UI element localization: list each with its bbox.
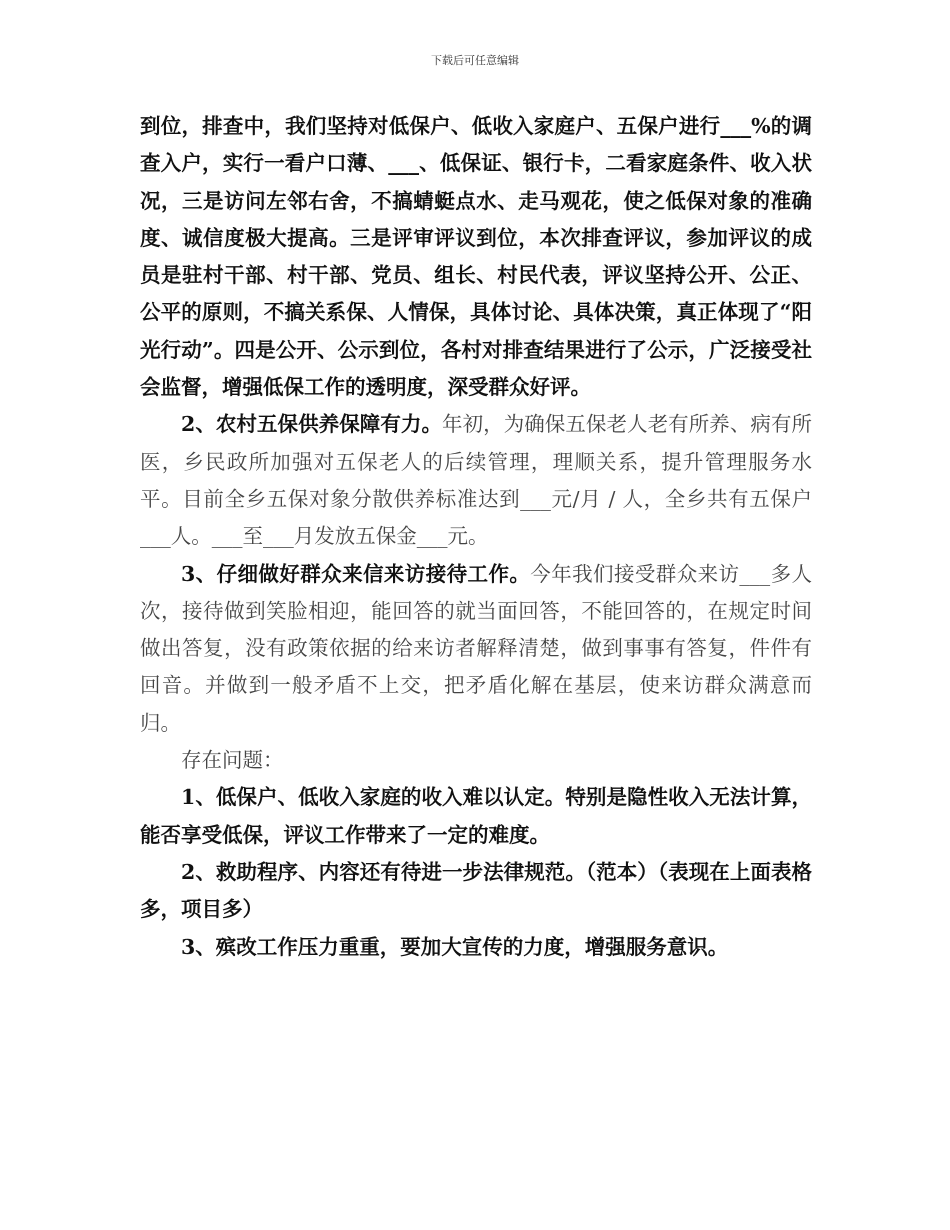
paragraph-heading: 2、农村五保供养保障有力。 — [181, 412, 443, 437]
paragraph-continuation: 到位，排查中，我们坚持对低保户、低收入家庭户、五保户进行___%的调查入户，实行一看户口薄、___、低保证、银行卡，二看家庭条件、收入状况，三是访问左邻右舍，不搞蜻蜓点水、走马观花，使之低保对象的准确度、诚信度极大提高。三是评审评议到位，本次排查评议，参加评议的成员是驻村干部、村干部、党员、组长、村民代表，评议坚持公开、公正、公平的原则，不搞关系保、人情保，具体讨论、具体决策，真正体现了“阳光行动”。四是公开、公示到位，各村对排查结果进行了公示，广泛接受社会监督，增强低保工作的透明度，深受群众好评。 — [140, 114, 812, 400]
paragraph-wubao-support — [140, 406, 812, 555]
problem-item-3: 3、殡改工作压力重重，要加大宣传的力度，增强服务意识。 — [181, 934, 729, 959]
page-header: 下载后可任意编辑 — [431, 54, 519, 67]
paragraph-heading: 3、仔细做好群众来信来访接待工作。 — [181, 561, 531, 586]
paragraph-text: 今年我们接受群众来访___多人次，接待做到笑脸相迎，能回答的就当面回答，不能回答的，在规定时间做出答复，没有政策依据的给来访者解释清楚，做到事事有答复，件件有回音。并做到一般矛盾不上交，把矛盾化解在基层，使来访群众满意而归。 — [140, 561, 813, 735]
paragraph-text: 年初，为确保五保老人老有所养、病有所医，乡民政所加强对五保老人的后续管理，理顺关系，提升管理服务水平。目前全乡五保对象分散供养标准达到___元/月 / 人，全乡共有五保户___人。___至___月发放五保金___元。 — [140, 412, 812, 549]
problem-item-1: 1、低保户、低收入家庭的收入难以认定。特别是隐性收入无法计算，能否享受低保，评议工作带来了一定的难度。 — [140, 785, 812, 847]
document-body — [140, 108, 812, 966]
problem-item-2: 2、救助程序、内容还有待进一步法律规范。（范本）（表现在上面表格多，项目多） — [140, 859, 812, 922]
section-title-problems: 存在问题： — [181, 748, 284, 773]
paragraph-petition-reception — [140, 556, 812, 742]
